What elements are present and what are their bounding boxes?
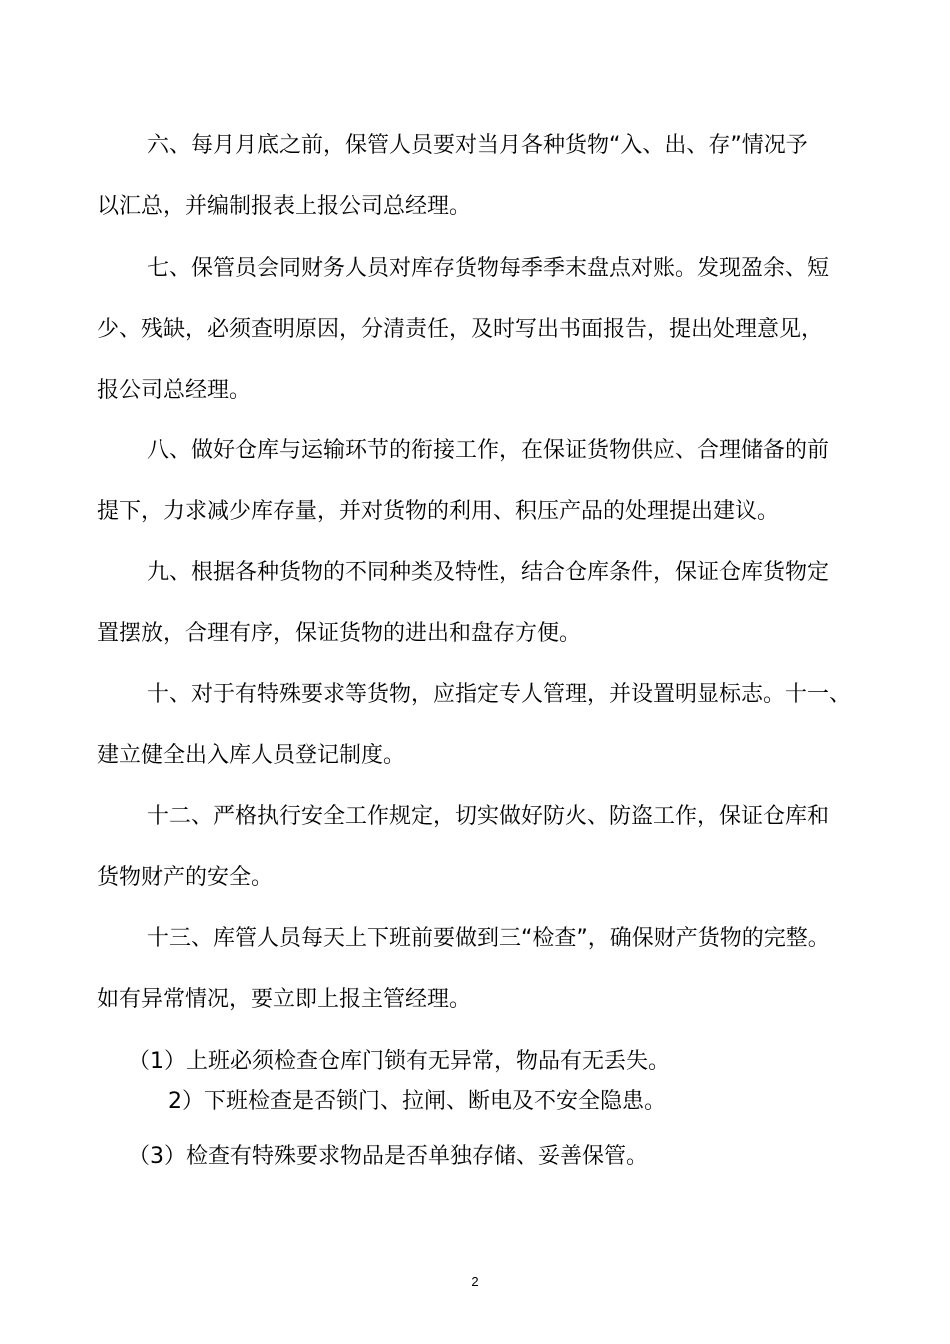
- text-line: 提下，力求减少库存量，并对货物的利用、积压产品的处理提出建议。: [97, 499, 780, 524]
- text-line: 置摆放，合理有序，保证货物的进出和盘存方便。: [97, 621, 582, 646]
- text-line: 建立健全出入库人员登记制度。: [97, 743, 406, 768]
- check-item: （1）上班必须检查仓库门锁有无异常，物品有无丢失。: [128, 1049, 670, 1074]
- text-line: 九、根据各种货物的不同种类及特性，结合仓库条件，保证仓库货物定: [147, 560, 830, 585]
- text-line: 七、保管员会同财务人员对库存货物每季季末盘点对账。发现盈余、短: [147, 256, 830, 281]
- text-line: 十、对于有特殊要求等货物，应指定专人管理，并设置明显标志。十一、: [147, 682, 852, 707]
- text-line: 八、做好仓库与运输环节的衔接工作，在保证货物供应、合理储备的前: [147, 438, 830, 463]
- text-line: 十三、库管人员每天上下班前要做到三“检查”，确保财产货物的完整。: [147, 926, 830, 951]
- text-line: 十二、严格执行安全工作规定，切实做好防火、防盗工作，保证仓库和: [147, 804, 830, 829]
- text-line: 少、残缺，必须查明原因，分清责任，及时写出书面报告，提出处理意见，: [97, 317, 824, 342]
- page-number: 2: [471, 1274, 479, 1289]
- text-line: 六、每月月底之前，保管人员要对当月各种货物“入、出、存”情况予: [147, 133, 808, 158]
- text-line: 货物财产的安全。: [97, 865, 274, 890]
- check-item: 2）下班检查是否锁门、拉闸、断电及不安全隐患。: [168, 1089, 666, 1114]
- text-line: 如有异常情况，要立即上报主管经理。: [97, 987, 472, 1012]
- text-line: 报公司总经理。: [97, 378, 252, 403]
- check-item: （3）检查有特殊要求物品是否单独存储、妥善保管。: [128, 1144, 648, 1169]
- text-line: 以汇总，并编制报表上报公司总经理。: [97, 194, 472, 219]
